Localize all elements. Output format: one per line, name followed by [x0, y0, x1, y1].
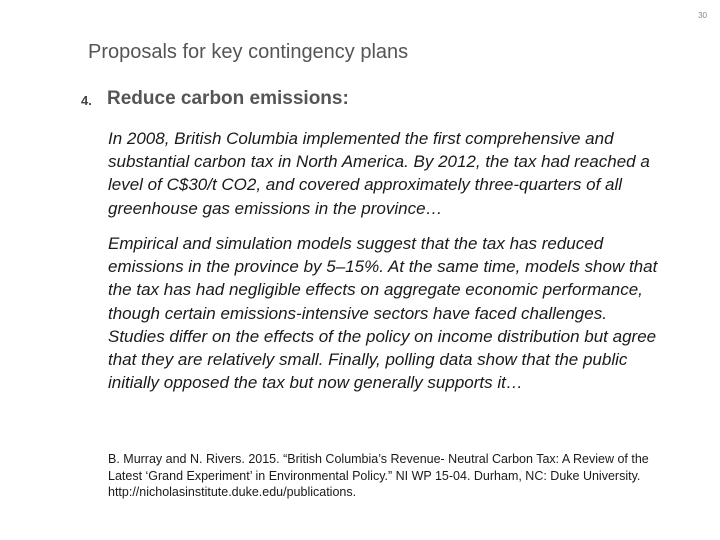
paragraph-carbon-tax-history: In 2008, British Columbia implemented the first comprehensive and substantial carbon tax in North America. By 2012, the tax had reached a level of C$30/t CO2, and covered approximately three-quarters of all greenhouse gas emissions in the province…: [108, 129, 650, 218]
paragraph-carbon-tax-effects: Empirical and simulation models suggest that the tax has reduced emissions in the province by 5–15%. At the same time, models show that the tax has had negligible effects on aggregate economic performance, though certain emissions-intensive sectors have faced challenges. Studies differ on the effects of the policy on income distribution but agree that they are relatively small. Finally, polling data show that the public initially opposed the tax but now generally supports it…: [108, 234, 658, 393]
item-heading: Reduce carbon emissions:: [107, 88, 349, 109]
item-number: 4.: [81, 93, 92, 108]
citation: B. Murray and N. Rivers. 2015. “British Columbia’s Revenue- Neutral Carbon Tax: A Review of the Latest ‘Grand Experiment’ in Environmental Policy.” NI WP 15-04. Durham, NC: Duke University. http://nicholasinstitute.duke.edu/publications.: [108, 452, 649, 499]
page-number: 30: [698, 11, 707, 20]
slide-title: Proposals for key contingency plans: [88, 41, 409, 63]
